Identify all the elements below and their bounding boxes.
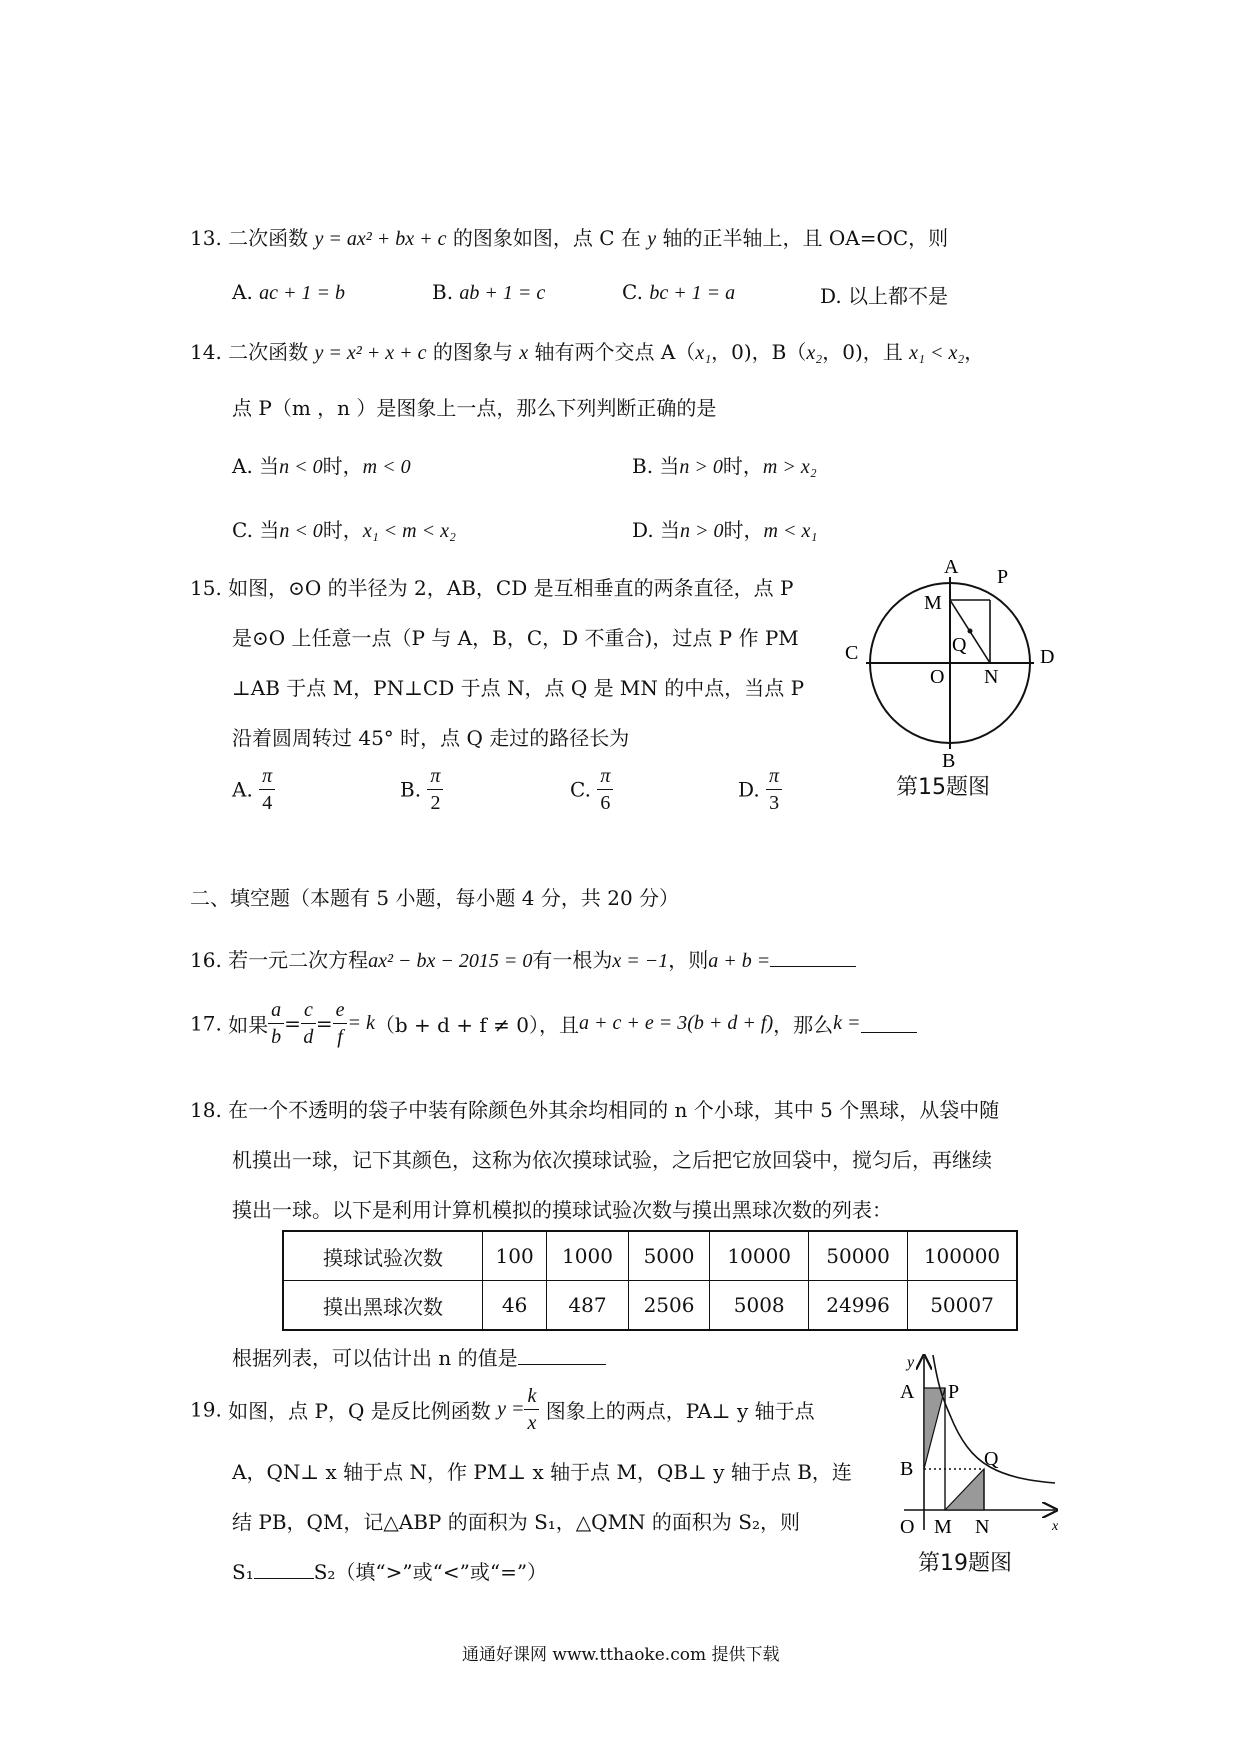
q18-after-table: 根据列表，可以估计出 n 的值是 bbox=[232, 1342, 606, 1371]
q14-stem: 14. 二次函数 y = x² + x + c 的图象与 x 轴有两个交点 A（x₁，0)，B（x₂，0)，且 x₁ < x₂， bbox=[190, 340, 985, 364]
q18-data-table bbox=[282, 1230, 1018, 1331]
table-cell: 5000 bbox=[628, 1231, 710, 1281]
label-n: N bbox=[984, 666, 999, 688]
label-a: A bbox=[900, 1381, 915, 1403]
q14-line2: 点 P（m ，n ）是图象上一点，那么下列判断正确的是 bbox=[232, 396, 717, 420]
table-row bbox=[283, 1281, 1017, 1331]
table-cell: 50000 bbox=[809, 1231, 908, 1281]
table-cell: 100 bbox=[483, 1231, 547, 1281]
table-cell: 100000 bbox=[908, 1231, 1018, 1281]
q18-line-2: 机摸出一球，记下其颜色，这称为依次摸球试验，之后把它放回袋中，搅匀后，再继续 bbox=[232, 1148, 992, 1172]
q19-hyperbola-figure bbox=[880, 1345, 1065, 1545]
label-x: x bbox=[1052, 1519, 1059, 1534]
q18-answer-blank bbox=[518, 1364, 606, 1365]
section-2-title: 二、填空题（本题有 5 小题，每小题 4 分，共 20 分） bbox=[190, 886, 680, 910]
label-b: B bbox=[942, 750, 956, 770]
table-cell: 50007 bbox=[908, 1281, 1018, 1331]
table-cell: 2506 bbox=[628, 1281, 710, 1331]
q19-line-2: A，QN⊥ x 轴于点 N，作 PM⊥ x 轴于点 M，QB⊥ y 轴于点 B，连 bbox=[232, 1460, 852, 1484]
label-b: B bbox=[900, 1458, 914, 1480]
table-cell: 1000 bbox=[547, 1231, 629, 1281]
table-row bbox=[283, 1231, 1017, 1281]
label-m: M bbox=[924, 592, 942, 614]
label-q: Q bbox=[952, 634, 967, 656]
q13-stem: 13. 二次函数 y = ax² + bx + c 的图象如图，点 C 在 y 轴的正半轴上，且 OA=OC，则 bbox=[190, 226, 949, 250]
q15-option-d: D. $\frac{\pi}{3}$ bbox=[738, 766, 782, 813]
q19-line-4: S₁ S₂（填“>”或“<”或“=”） bbox=[232, 1560, 548, 1584]
q15-line-1: 15. 如图，⊙O 的半径为 2，AB，CD 是互相垂直的两条直径，点 P bbox=[190, 576, 794, 600]
table-cell: 24996 bbox=[809, 1281, 908, 1331]
table-cell: 摸出黑球次数 bbox=[283, 1281, 483, 1331]
label-q: Q bbox=[984, 1448, 999, 1470]
q16-answer-blank bbox=[770, 966, 856, 967]
label-p: P bbox=[997, 566, 1009, 588]
q15-option-c: C. $\frac{\pi}{6}$ bbox=[570, 766, 613, 813]
label-c: C bbox=[845, 642, 859, 664]
q15-line-4: 沿着圆周转过 45° 时，点 Q 走过的路径长为 bbox=[232, 726, 630, 750]
label-d: D bbox=[1040, 646, 1055, 668]
q16-stem: 16. 若一元二次方程ax² − bx − 2015 = 0有一根为x = −1，则a + b = bbox=[190, 944, 856, 973]
q15-line-2: 是⊙O 上任意一点（P 与 A，B，C，D 不重合)，过点 P 作 PM bbox=[232, 626, 799, 650]
label-o: O bbox=[900, 1516, 915, 1538]
q17-answer-blank bbox=[861, 1014, 917, 1033]
table-cell: 摸球试验次数 bbox=[283, 1231, 483, 1281]
q19-line-1: 19. 如图，点 P，Q 是反比例函数 y = $\frac{k}{x}$ 图象上的两点，PA⊥ y 轴于点 bbox=[190, 1385, 815, 1434]
q13-option-c: C. bc + 1 = a bbox=[622, 280, 736, 304]
label-a: A bbox=[944, 556, 959, 578]
label-y: y bbox=[907, 1354, 915, 1371]
q13-option-b: B. ab + 1 = c bbox=[432, 280, 546, 304]
q15-option-a: A. $\frac{\pi}{4}$ bbox=[232, 766, 275, 813]
q19-figure-caption: 第19题图 bbox=[918, 1551, 1012, 1576]
table-cell: 46 bbox=[483, 1281, 547, 1331]
q15-circle-figure bbox=[840, 555, 1070, 770]
label-n: N bbox=[975, 1516, 990, 1538]
label-o: O bbox=[930, 666, 945, 688]
q19-answer-blank bbox=[254, 1578, 314, 1579]
q14-option-c: C. 当n < 0时，x₁ < m < x₂ bbox=[232, 518, 456, 542]
q14-option-b: B. 当n > 0时，m > x₂ bbox=[632, 454, 817, 478]
triangle-abp bbox=[924, 1388, 945, 1469]
page-footer: 通通好课网 www.tthaoke.com 提供下载 bbox=[462, 1645, 780, 1665]
triangle-qmn bbox=[945, 1469, 984, 1510]
table-cell: 10000 bbox=[710, 1231, 809, 1281]
point-q bbox=[968, 629, 973, 634]
q15-line-3: ⊥AB 于点 M，PN⊥CD 于点 N，点 Q 是 MN 的中点，当点 P bbox=[232, 676, 805, 700]
q13-option-a: A. ac + 1 = b bbox=[232, 280, 346, 304]
q18-line-3: 摸出一球。以下是利用计算机模拟的摸球试验次数与摸出黑球次数的列表： bbox=[232, 1198, 892, 1222]
q18-line-1: 18. 在一个不透明的袋子中装有除颜色外其余均相同的 n 个小球，其中 5 个黑球，从袋中随 bbox=[190, 1098, 1000, 1122]
table-cell: 5008 bbox=[710, 1281, 809, 1331]
q14-option-d: D. 当n > 0时，m < x₁ bbox=[632, 518, 818, 542]
q15-option-b: B. $\frac{\pi}{2}$ bbox=[400, 766, 443, 813]
q19-line-3: 结 PB，QM，记△ABP 的面积为 S₁，△QMN 的面积为 S₂，则 bbox=[232, 1510, 800, 1534]
q13-option-d: D. 以上都不是 bbox=[820, 284, 949, 308]
q17-stem: 17. 如果 $\frac{a}{b}$ = $\frac{c}{d}$ = $\frac{e}{f}$ = k（b + d + f ≠ 0），且a + c + e = 3(b + d + f)，那么k = bbox=[190, 1000, 917, 1047]
label-p: P bbox=[948, 1381, 960, 1403]
q15-figure-caption: 第15题图 bbox=[896, 775, 990, 800]
table-cell: 487 bbox=[547, 1281, 629, 1331]
label-m: M bbox=[934, 1516, 952, 1538]
q14-option-a: A. 当n < 0时，m < 0 bbox=[232, 454, 411, 478]
